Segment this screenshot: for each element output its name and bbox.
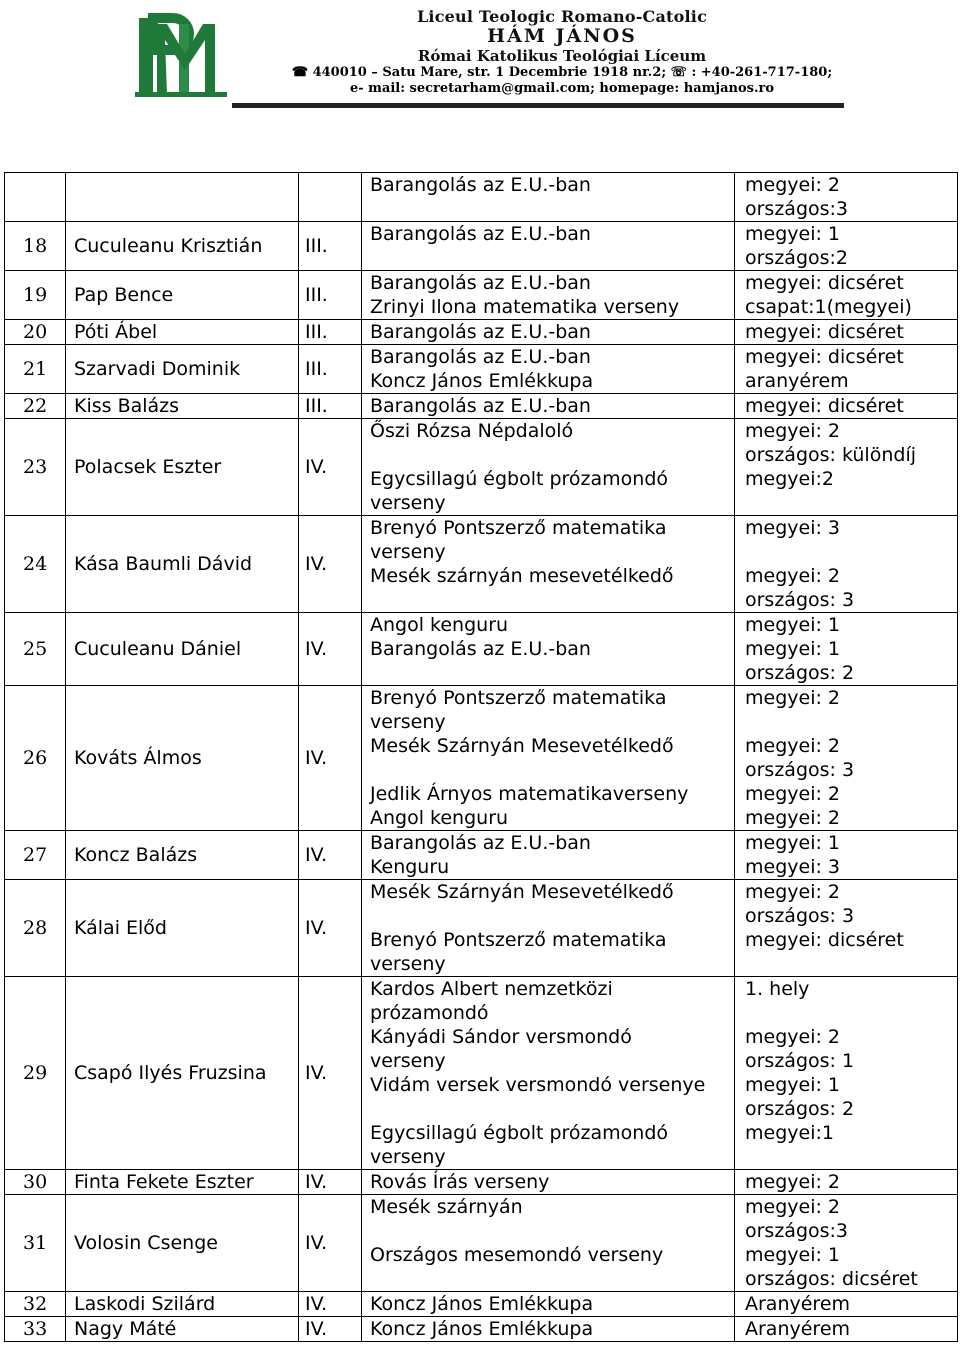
result-list bbox=[735, 320, 958, 345]
result-value: országos: 3 bbox=[745, 759, 855, 781]
class-level: III. bbox=[299, 222, 362, 271]
competition-name: Brenyó Pontszerző matematika bbox=[370, 517, 667, 539]
result-value: megyei: 2 bbox=[745, 565, 840, 587]
competition-list bbox=[362, 686, 735, 831]
competition-name: Barangolás az E.U.-ban bbox=[370, 395, 591, 417]
table-row bbox=[5, 1195, 958, 1292]
row-number: 33 bbox=[5, 1317, 66, 1342]
result-value: országos: különdíj bbox=[745, 444, 916, 466]
class-level: IV. bbox=[299, 1195, 362, 1292]
competition-list bbox=[362, 173, 735, 222]
result-list bbox=[735, 880, 958, 977]
table-row bbox=[5, 345, 958, 394]
result-value: megyei: 1 bbox=[745, 1244, 840, 1266]
result-list bbox=[735, 977, 958, 1170]
competition-name bbox=[370, 1097, 728, 1121]
class-level: IV. bbox=[299, 516, 362, 613]
email-line: e- mail: secretarham@gmail.com; homepage: hamjanos.ro bbox=[349, 81, 775, 97]
competition-name: verseny bbox=[370, 1146, 446, 1168]
result-value: megyei: dicséret bbox=[745, 395, 904, 417]
class-level: IV. bbox=[299, 419, 362, 516]
table-row bbox=[5, 271, 958, 320]
competition-name: Mesék szárnyán bbox=[370, 1196, 523, 1218]
student-name: Kálai Előd bbox=[66, 880, 299, 977]
student-name bbox=[66, 173, 299, 222]
result-value: megyei: dicséret bbox=[745, 321, 904, 343]
competition-name: Koncz János Emlékkupa bbox=[370, 1293, 594, 1315]
table-row bbox=[5, 977, 958, 1170]
table-row bbox=[5, 320, 958, 345]
competition-name: Őszi Rózsa Népdaloló bbox=[370, 420, 574, 442]
competition-name: Angol kenguru bbox=[370, 614, 509, 636]
competition-name bbox=[370, 443, 728, 467]
result-value: megyei: 1 bbox=[745, 223, 840, 245]
result-value: megyei: dicséret bbox=[745, 346, 904, 368]
student-name: Póti Ábel bbox=[66, 320, 299, 345]
result-list bbox=[735, 222, 958, 271]
competition-list bbox=[362, 1195, 735, 1292]
competition-list bbox=[362, 394, 735, 419]
table-row bbox=[5, 173, 958, 222]
competition-name bbox=[370, 758, 728, 782]
result-value: megyei:1 bbox=[745, 1122, 834, 1144]
row-number: 32 bbox=[5, 1292, 66, 1317]
result-list bbox=[735, 1170, 958, 1195]
student-name: Cuculeanu Krisztián bbox=[66, 222, 299, 271]
row-number bbox=[5, 173, 66, 222]
result-value: megyei: 1 bbox=[745, 614, 840, 636]
student-name: Nagy Máté bbox=[66, 1317, 299, 1342]
row-number: 22 bbox=[5, 394, 66, 419]
result-value: aranyérem bbox=[745, 370, 849, 392]
competition-list bbox=[362, 516, 735, 613]
competition-name: Barangolás az E.U.-ban bbox=[370, 223, 591, 245]
table-row bbox=[5, 1292, 958, 1317]
student-name: Kiss Balázs bbox=[66, 394, 299, 419]
competition-list bbox=[362, 1292, 735, 1317]
competition-name: Barangolás az E.U.-ban bbox=[370, 346, 591, 368]
competition-name: verseny bbox=[370, 953, 446, 975]
results-table bbox=[4, 172, 958, 1342]
result-value bbox=[745, 1001, 951, 1025]
competition-list bbox=[362, 1317, 735, 1342]
result-value: csapat:1(megyei) bbox=[745, 296, 912, 318]
competition-name bbox=[370, 1219, 728, 1243]
row-number: 21 bbox=[5, 345, 66, 394]
row-number: 25 bbox=[5, 613, 66, 686]
school-name-hungarian: Római Katolikus Teológiai Líceum bbox=[417, 47, 707, 66]
competition-list bbox=[362, 222, 735, 271]
competition-name: verseny bbox=[370, 492, 446, 514]
row-number: 27 bbox=[5, 831, 66, 880]
competition-list bbox=[362, 320, 735, 345]
header-rule bbox=[232, 103, 844, 108]
table-row bbox=[5, 880, 958, 977]
competition-name bbox=[370, 246, 728, 270]
result-list bbox=[735, 345, 958, 394]
result-value: megyei: 2 bbox=[745, 807, 840, 829]
competition-list bbox=[362, 271, 735, 320]
result-value: országos: dicséret bbox=[745, 1268, 918, 1290]
result-value: megyei: dicséret bbox=[745, 272, 904, 294]
row-number: 18 bbox=[5, 222, 66, 271]
table-row bbox=[5, 1317, 958, 1342]
row-number: 28 bbox=[5, 880, 66, 977]
result-value: megyei: 2 bbox=[745, 420, 840, 442]
student-name: Pap Bence bbox=[66, 271, 299, 320]
class-level: IV. bbox=[299, 1292, 362, 1317]
competition-name: Mesék Szárnyán Mesevetélkedő bbox=[370, 881, 674, 903]
table-row bbox=[5, 686, 958, 831]
competition-name bbox=[370, 1267, 728, 1291]
school-info bbox=[232, 8, 892, 97]
class-level: IV. bbox=[299, 977, 362, 1170]
competition-list bbox=[362, 831, 735, 880]
result-list bbox=[735, 173, 958, 222]
result-value: Aranyérem bbox=[745, 1293, 851, 1315]
student-name: Volosin Csenge bbox=[66, 1195, 299, 1292]
result-value: megyei: 2 bbox=[745, 1171, 840, 1193]
result-value: megyei:2 bbox=[745, 468, 834, 490]
competition-name: Kardos Albert nemzetközi bbox=[370, 978, 613, 1000]
competition-name: verseny bbox=[370, 1050, 446, 1072]
result-value bbox=[745, 491, 951, 515]
result-value: Aranyérem bbox=[745, 1318, 851, 1340]
row-number: 29 bbox=[5, 977, 66, 1170]
student-name: Szarvadi Dominik bbox=[66, 345, 299, 394]
result-value: megyei: 2 bbox=[745, 1026, 840, 1048]
competition-name: Koncz János Emlékkupa bbox=[370, 370, 594, 392]
student-name: Koncz Balázs bbox=[66, 831, 299, 880]
competition-list bbox=[362, 613, 735, 686]
row-number: 30 bbox=[5, 1170, 66, 1195]
student-name: Kováts Álmos bbox=[66, 686, 299, 831]
competition-list bbox=[362, 345, 735, 394]
result-value bbox=[745, 952, 951, 976]
result-value: országos:3 bbox=[745, 198, 849, 220]
competition-name bbox=[370, 661, 728, 685]
school-logo bbox=[135, 10, 230, 100]
result-list bbox=[735, 271, 958, 320]
table-row bbox=[5, 1170, 958, 1195]
competition-name: Mesék Szárnyán Mesevetélkedő bbox=[370, 735, 674, 757]
result-list bbox=[735, 686, 958, 831]
competition-name: Kenguru bbox=[370, 856, 450, 878]
result-value: megyei: 1 bbox=[745, 1074, 840, 1096]
competition-name bbox=[370, 197, 728, 221]
class-level: III. bbox=[299, 271, 362, 320]
competition-name: Országos mesemondó verseny bbox=[370, 1244, 664, 1266]
class-level: III. bbox=[299, 394, 362, 419]
student-name: Finta Fekete Eszter bbox=[66, 1170, 299, 1195]
result-value: megyei: 2 bbox=[745, 174, 840, 196]
result-value: országos: 3 bbox=[745, 589, 855, 611]
student-name: Polacsek Eszter bbox=[66, 419, 299, 516]
competition-list bbox=[362, 977, 735, 1170]
competition-name: Barangolás az E.U.-ban bbox=[370, 832, 591, 854]
competition-list bbox=[362, 419, 735, 516]
class-level: IV. bbox=[299, 686, 362, 831]
class-level: IV. bbox=[299, 1317, 362, 1342]
table-row bbox=[5, 222, 958, 271]
result-list bbox=[735, 613, 958, 686]
student-name: Kása Baumli Dávid bbox=[66, 516, 299, 613]
result-list bbox=[735, 394, 958, 419]
result-value: országos: 3 bbox=[745, 905, 855, 927]
competition-name: Rovás Írás verseny bbox=[370, 1171, 550, 1193]
result-value: megyei: 1 bbox=[745, 832, 840, 854]
result-list bbox=[735, 831, 958, 880]
result-value: megyei: 2 bbox=[745, 1196, 840, 1218]
table-row bbox=[5, 419, 958, 516]
competition-name: Angol kenguru bbox=[370, 807, 509, 829]
result-value: megyei: dicséret bbox=[745, 929, 904, 951]
result-value: országos: 1 bbox=[745, 1050, 855, 1072]
letterhead bbox=[0, 0, 960, 120]
result-value: megyei: 2 bbox=[745, 687, 840, 709]
class-level: IV. bbox=[299, 880, 362, 977]
row-number: 23 bbox=[5, 419, 66, 516]
table-row bbox=[5, 831, 958, 880]
row-number: 26 bbox=[5, 686, 66, 831]
result-list bbox=[735, 516, 958, 613]
result-value: országos: 2 bbox=[745, 662, 855, 684]
competition-name bbox=[370, 588, 728, 612]
result-value: megyei: 3 bbox=[745, 856, 840, 878]
competition-name: Zrinyi Ilona matematika verseny bbox=[370, 296, 680, 318]
result-value bbox=[745, 710, 951, 734]
result-list bbox=[735, 1317, 958, 1342]
row-number: 31 bbox=[5, 1195, 66, 1292]
class-level: IV. bbox=[299, 831, 362, 880]
competition-name: Koncz János Emlékkupa bbox=[370, 1318, 594, 1340]
competition-list bbox=[362, 880, 735, 977]
result-value: megyei: 2 bbox=[745, 881, 840, 903]
competition-name: Vidám versek versmondó versenye bbox=[370, 1074, 706, 1096]
result-value: megyei: 2 bbox=[745, 783, 840, 805]
table-row bbox=[5, 613, 958, 686]
competition-name: Kányádi Sándor versmondó bbox=[370, 1026, 632, 1048]
competition-list bbox=[362, 1170, 735, 1195]
row-number: 20 bbox=[5, 320, 66, 345]
student-name: Cuculeanu Dániel bbox=[66, 613, 299, 686]
class-level: III. bbox=[299, 345, 362, 394]
competition-name: Barangolás az E.U.-ban bbox=[370, 321, 591, 343]
result-list bbox=[735, 419, 958, 516]
competition-name: Brenyó Pontszerző matematika bbox=[370, 929, 667, 951]
row-number: 24 bbox=[5, 516, 66, 613]
result-value: országos:3 bbox=[745, 1220, 849, 1242]
competition-name: Egycsillagú égbolt prózamondó bbox=[370, 468, 669, 490]
result-value: országos:2 bbox=[745, 247, 849, 269]
class-level: IV. bbox=[299, 613, 362, 686]
result-list bbox=[735, 1292, 958, 1317]
result-value bbox=[745, 1145, 951, 1169]
result-value: megyei: 3 bbox=[745, 517, 840, 539]
competition-name: Barangolás az E.U.-ban bbox=[370, 638, 591, 660]
competition-name: Barangolás az E.U.-ban bbox=[370, 272, 591, 294]
competition-name: verseny bbox=[370, 541, 446, 563]
student-name: Laskodi Szilárd bbox=[66, 1292, 299, 1317]
competition-name: Mesék szárnyán mesevetélkedő bbox=[370, 565, 674, 587]
school-name-romanian: Liceul Teologic Romano-Catolic bbox=[416, 7, 708, 26]
address-line: ☎ 440010 – Satu Mare, str. 1 Decembrie 1918 nr.2; ☏ : +40-261-717-180; bbox=[291, 65, 833, 81]
result-value: megyei: 1 bbox=[745, 638, 840, 660]
competition-name: verseny bbox=[370, 711, 446, 733]
class-level: IV. bbox=[299, 1170, 362, 1195]
result-list bbox=[735, 1195, 958, 1292]
result-value bbox=[745, 540, 951, 564]
class-level bbox=[299, 173, 362, 222]
competition-name: Egycsillagú égbolt prózamondó bbox=[370, 1122, 669, 1144]
competition-name: Barangolás az E.U.-ban bbox=[370, 174, 591, 196]
table-row bbox=[5, 516, 958, 613]
competition-name bbox=[370, 904, 728, 928]
school-name: HÁM JÁNOS bbox=[487, 25, 637, 48]
competition-name: Jedlik Árnyos matematikaverseny bbox=[370, 783, 689, 805]
row-number: 19 bbox=[5, 271, 66, 320]
table-row bbox=[5, 394, 958, 419]
result-value: 1. hely bbox=[745, 978, 810, 1000]
competition-name: Brenyó Pontszerző matematika bbox=[370, 687, 667, 709]
result-value: országos: 2 bbox=[745, 1098, 855, 1120]
class-level: III. bbox=[299, 320, 362, 345]
competition-name: prózamondó bbox=[370, 1002, 489, 1024]
student-name: Csapó Ilyés Fruzsina bbox=[66, 977, 299, 1170]
result-value: megyei: 2 bbox=[745, 735, 840, 757]
